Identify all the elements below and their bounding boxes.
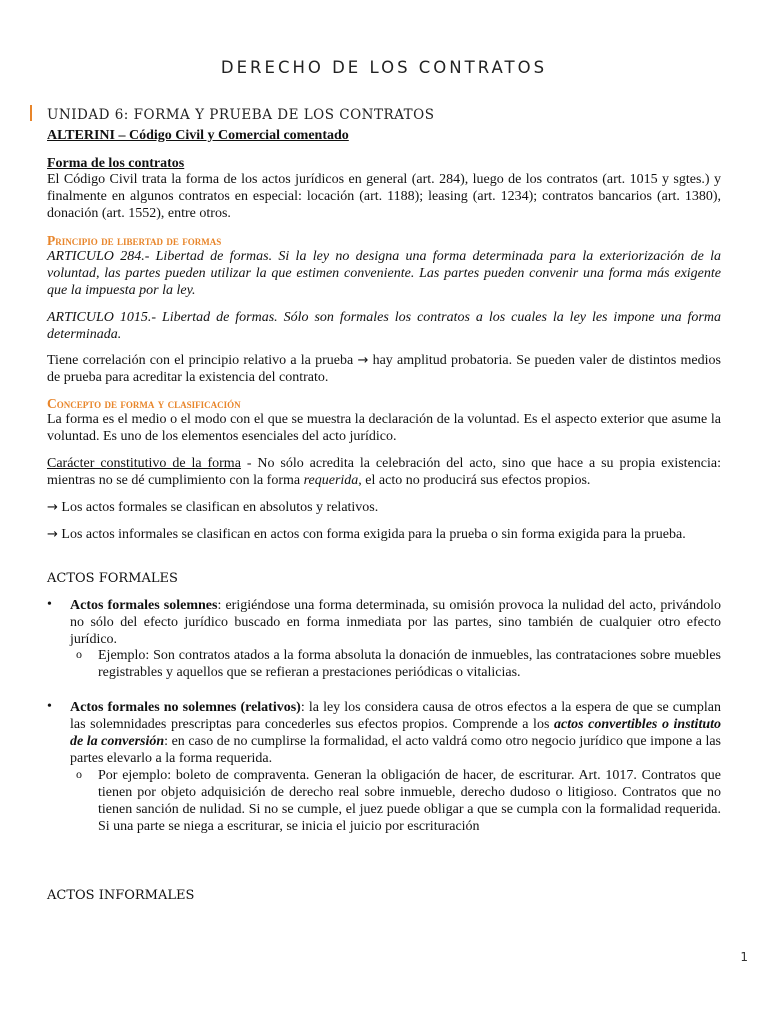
- nosolemnes-item: [70, 699, 721, 767]
- art284-paragraph: ARTICULO 284.- Libertad de formas. Si la ley no designa una forma determinada para la exteriorización de la voluntad, las partes pueden utilizar la que estimen conveniente. Las partes pueden convenir una forma más exigente que la impuesta por la ley.: [47, 249, 721, 298]
- nosolemnes-text-b: : en caso de no cumplirse la formalidad, el acto valdrá como otro negocio jurídico que impone a las partes elevarlo a la forma requerida.: [70, 734, 721, 766]
- principio-heading: Principio de libertad de formas: [47, 233, 222, 248]
- right-arrow-icon: →: [47, 527, 58, 542]
- solemnes-item: [70, 597, 721, 648]
- nosolemnes-label: Actos formales no solemnes (relativos): [70, 700, 301, 715]
- forma-heading: Forma de los contratos: [47, 156, 185, 171]
- correlacion-text-b: hay amplitud probatoria. Se pueden valer de distintos medios de prueba para acreditar la existencia del contrato.: [47, 353, 721, 385]
- caracter-paragraph: [47, 455, 721, 489]
- caracter-label: Carácter constitutivo de la forma: [47, 456, 241, 471]
- unit-marker: [30, 105, 32, 121]
- nosolemnes-text-a: : la ley los considera causa de otros efectos a la espera de que se cumplan las solemnidades prescriptas para concederles sus efectos propios. Comprende a los: [70, 700, 721, 732]
- concepto-paragraph: La forma es el medio o el modo con el que se muestra la declaración de la voluntad. Es el aspecto exterior que asume la voluntad. Es uno de los elementos esenciales del acto jurídico.: [47, 412, 721, 444]
- actos-formales-heading: ACTOS FORMALES: [47, 571, 178, 586]
- bullet-icon: •: [47, 597, 52, 612]
- actos-informales-heading: ACTOS INFORMALES: [47, 888, 195, 903]
- caracter-text-a: - No sólo acredita la celebración del acto, sino que hace a su propia existencia: mientras no se dé cumplimiento con la forma: [47, 456, 721, 488]
- forma-paragraph: El Código Civil trata la forma de los actos jurídicos en general (art. 284), luego de los contratos (art. 1015 y sgtes.) y finalmente en algunos contratos en especial: locación (art. 1188); leasing (art. 1234); contratos bancarios (art. 1380), donación (art. 1552), entre otros.: [47, 172, 721, 221]
- caracter-text-b: , el acto no producirá sus efectos propios.: [358, 473, 591, 488]
- document-title: DERECHO DE LOS CONTRATOS: [220, 58, 548, 77]
- right-arrow-icon: →: [357, 353, 369, 368]
- arrow-line-formales-text: Los actos formales se clasifican en absolutos y relativos.: [61, 500, 379, 515]
- solemnes-text: : erigiéndose una forma determinada, su omisión provoca la nulidad del acto, privándolo no sólo del efecto jurídico buscado en forma inmediata por las partes, sino también de cualquier otro efecto jurídico.: [70, 598, 722, 647]
- arrow-line-formales: [47, 499, 721, 516]
- unit-heading: UNIDAD 6: FORMA Y PRUEBA DE LOS CONTRATOS: [47, 107, 435, 123]
- sub-bullet-icon: o: [76, 647, 82, 661]
- arrow-line-informales-text: Los actos informales se clasifican en actos con forma exigida para la prueba o sin forma exigida para la prueba.: [61, 527, 686, 542]
- arrow-line-informales: [47, 526, 721, 543]
- caracter-emphasis: requerida: [303, 473, 359, 488]
- nosolemnes-emphasis: actos convertibles o instituto de la conversión: [70, 717, 722, 749]
- page-number: 1: [740, 950, 748, 964]
- solemnes-example: Ejemplo: Son contratos atados a la forma absoluta la donación de inmuebles, las contrataciones sobre muebles registrables y aquellos que se refieran a prestaciones periódicas o vitalicias.: [98, 648, 721, 680]
- source-heading: ALTERINI – Código Civil y Comercial comentado: [47, 128, 349, 143]
- nosolemnes-example: Por ejemplo: boleto de compraventa. Generan la obligación de hacer, de escriturar. Art. 1017. Contratos que tienen por objeto adquisición de derecho real sobre inmueble, derecho dudoso o litigioso. Contratos que no tienen sanción de nulidad. Si no se cumple, el juez puede obligar a que se cumpla con la formalidad requerida. Si una parte se niega a escriturar, se inicia el juicio por escrituración: [98, 768, 721, 834]
- solemnes-label: Actos formales solemnes: [70, 598, 218, 613]
- concepto-heading: Concepto de forma y clasificación: [47, 396, 241, 411]
- correlacion-paragraph: [47, 352, 721, 386]
- art1015-paragraph: ARTICULO 1015.- Libertad de formas. Sólo son formales los contratos a los cuales la ley les impone una forma determinada.: [47, 310, 721, 342]
- sub-bullet-icon: o: [76, 767, 82, 781]
- right-arrow-icon: →: [47, 500, 58, 515]
- correlacion-text-a: Tiene correlación con el principio relativo a la prueba: [47, 353, 354, 368]
- bullet-icon: •: [47, 699, 52, 714]
